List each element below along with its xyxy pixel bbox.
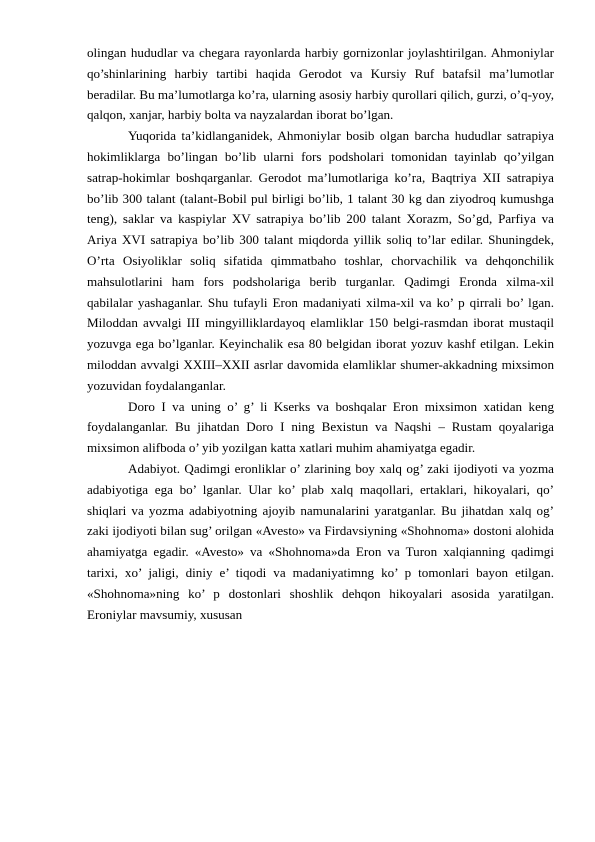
paragraph-literature: Adabiyot. Qadimgi eronliklar o’ zlarining boy xalq og’ zaki ijodiyoti va yozma adabiyotiga ega bo’ lganlar. Ular ko’ plab xalq maqollari, ertaklari, hikoyalari, qo’ shiqlari va yozma adabiyotning ajoyib namunalarini yaratganlar. Bu jihatdan xalq og’ zaki ijodiyoti bilan sug’ orilgan «Avesto» va Firdavsiyning «Shohnoma» dostoni alohida ahamiyatga egadir. «Avesto» va «Shohnoma»da Eron va Turon xalqianning qadimgi tarixi, xo’ jaligi, diniy e’ tiqodi va madaniyatimng ko’ p tomonlari bayon etilgan. «Shohnoma»ning ko’ p dostonlari shoshlik dehqon hikoyalari asosida yaratilgan. Eroniylar mavsumiy, xususan: [87, 460, 554, 622]
paragraph-cuneiform-script: Doro I va uning o’ g’ li Kserks va boshqalar Eron mixsimon xatidan keng foydalanganlar. Bu jihatdan Doro I ning Bexistun va Naqshi – Rustam qoyalariga mixsimon alifboda o’ yib yozilgan katta xatlari muhim ahamiyatga egadir.: [87, 398, 554, 456]
document-page: [87, 43, 554, 625]
paragraph-satrapies: Yuqorida ta’kidlanganidek, Ahmoniylar bosib olgan barcha hududlar satrapiya hokimliklarga bo’lingan bo’lib ularni fors podsholari tomonidan tayinlab qo’yilgan satrap-hokimlar boshqarganlar. Gerodot ma’lumotlariga ko’ra, Baqtriya XII satrapiya bo’lib 300 talant (talant-Bobil pul birligi bo’lib, 1 talant 30 kg dan ziyodroq kumushga teng), saklar va kaspiylar XV satrapiya bo’lib 200 talant Xorazm, So’gd, Parfiya va Ariya XVI satrapiya bo’lib 300 talant miqdorda yillik soliq to’lar edilar. Shuningdek, O’rta Osiyoliklar soliq sifatida qimmatbaho toshlar, chorvachilik va dehqonchilik mahsulotlarini ham fors podsholariga berib turganlar. Qadimgi Eronda xilma-xil qabilalar yashaganlar. Shu tufayli Eron madaniyati xilma-xil va ko’ p qirrali bo’ lgan. Miloddan avvalgi III mingyilliklardayoq elamliklar 150 belgi-rasmdan iborat mustaqil yozuvga ega bo’lganlar. Keyinchalik esa 80 belgidan iborat yozuv kashf etilgan. Lekin miloddan avvalgi XXIII–XXII asrlar davomida elamliklar shumer-akkadning mixsimon yozuvidan foydalanganlar.: [87, 128, 554, 393]
paragraph-military-garrisons: olingan hududlar va chegara rayonlarda harbiy gornizonlar joylashtirilgan. Ahmoniylar qo’shinlarining harbiy tartibi haqida Gerodot va Kursiy Ruf batafsil ma’lumotlar beradilar. Bu ma’lumotlarga ko’ra, ularning asosiy harbiy qurollari qilich, gurzi, o’q-yoy, qalqon, xanjar, harbiy bolta va nayzalardan iborat bo’lgan.: [87, 45, 554, 123]
